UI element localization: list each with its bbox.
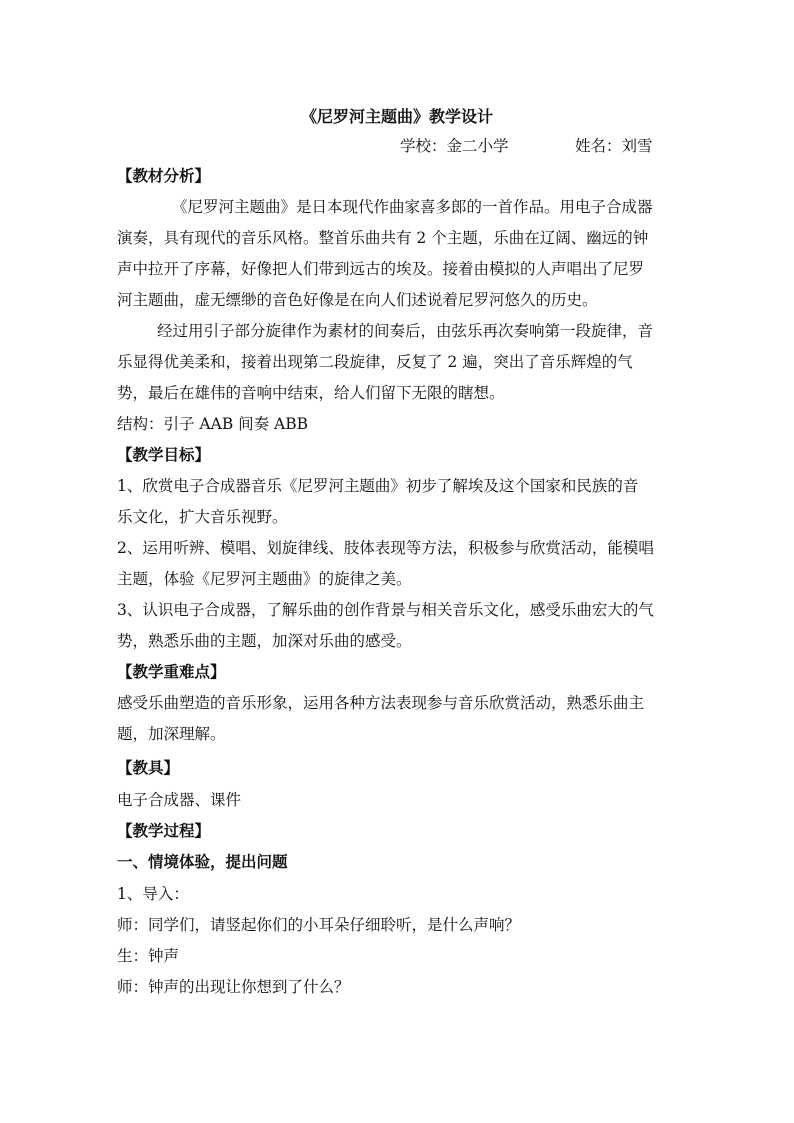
paragraph-line: 声中拉开了序幕，好像把人们带到远古的埃及。接着由模拟的人声唱出了尼罗 [117,260,645,278]
goal-line: 势，熟悉乐曲的主题，加深对乐曲的感受。 [117,632,412,650]
goal-line: 1、欣赏电子合成器音乐《尼罗河主题曲》初步了解埃及这个国家和民族的音 [117,477,639,495]
key-point-line: 题，加深理解。 [117,725,226,743]
section-heading-analysis: 【教材分析】 [117,166,211,185]
paragraph-line: 《尼罗河主题曲》是日本现代作曲家喜多郎的一首作品。用电子合成器 [172,198,653,216]
process-line: 1、导入： [117,885,189,903]
school-label: 学校：金二小学 [400,137,509,155]
paragraph-line: 经过用引子部分旋律作为素材的间奏后，由弦乐再次奏响第一段旋律，音 [157,322,654,340]
section-heading-key-points: 【教学重难点】 [117,662,226,681]
goal-line: 主题，体验《尼罗河主题曲》的旋律之美。 [117,570,412,588]
tools-line: 电子合成器、课件 [117,791,242,809]
goal-line: 2、运用听辨、模唱、划旋律线、肢体表现等方法，积极参与欣赏活动，能模唱 [117,539,654,557]
author-label: 姓名：刘雪 [575,137,653,155]
goal-line: 乐文化，扩大音乐视野。 [117,508,288,526]
process-line: 生：钟声 [117,947,180,965]
document-title: 《尼罗河主题曲》教学设计 [300,107,493,126]
goal-line: 3、认识电子合成器，了解乐曲的创作背景与相关音乐文化，感受乐曲宏大的气 [117,601,654,619]
section-heading-tools: 【教具】 [117,758,180,777]
section-heading-goals: 【教学目标】 [117,445,211,464]
key-point-line: 感受乐曲塑造的音乐形象，运用各种方法表现参与音乐欣赏活动，熟悉乐曲主 [117,694,645,712]
paragraph-line: 演奏，具有现代的音乐风格。整首乐曲共有 2 个主题，乐曲在辽阔、幽远的钟 [117,229,649,247]
process-line: 师：钟声的出现让你想到了什么？ [117,978,350,996]
paragraph-line: 乐显得优美柔和，接着出现第二段旋律，反复了 2 遍，突出了音乐辉煌的气 [117,353,633,371]
process-subheading: 一、情境体验，提出问题 [117,852,288,871]
process-line: 师：同学们，请竖起你们的小耳朵仔细聆听，是什么声响？ [117,916,521,934]
paragraph-line: 势，最后在雄伟的音响中结束，给人们留下无限的瞎想。 [117,384,505,402]
structure-line: 结构：引子 AAB 间奏 ABB [117,415,309,433]
section-heading-process: 【教学过程】 [117,821,211,840]
paragraph-line: 河主题曲，虚无缥缈的音色好像是在向人们述说着尼罗河悠久的历史。 [117,291,598,309]
